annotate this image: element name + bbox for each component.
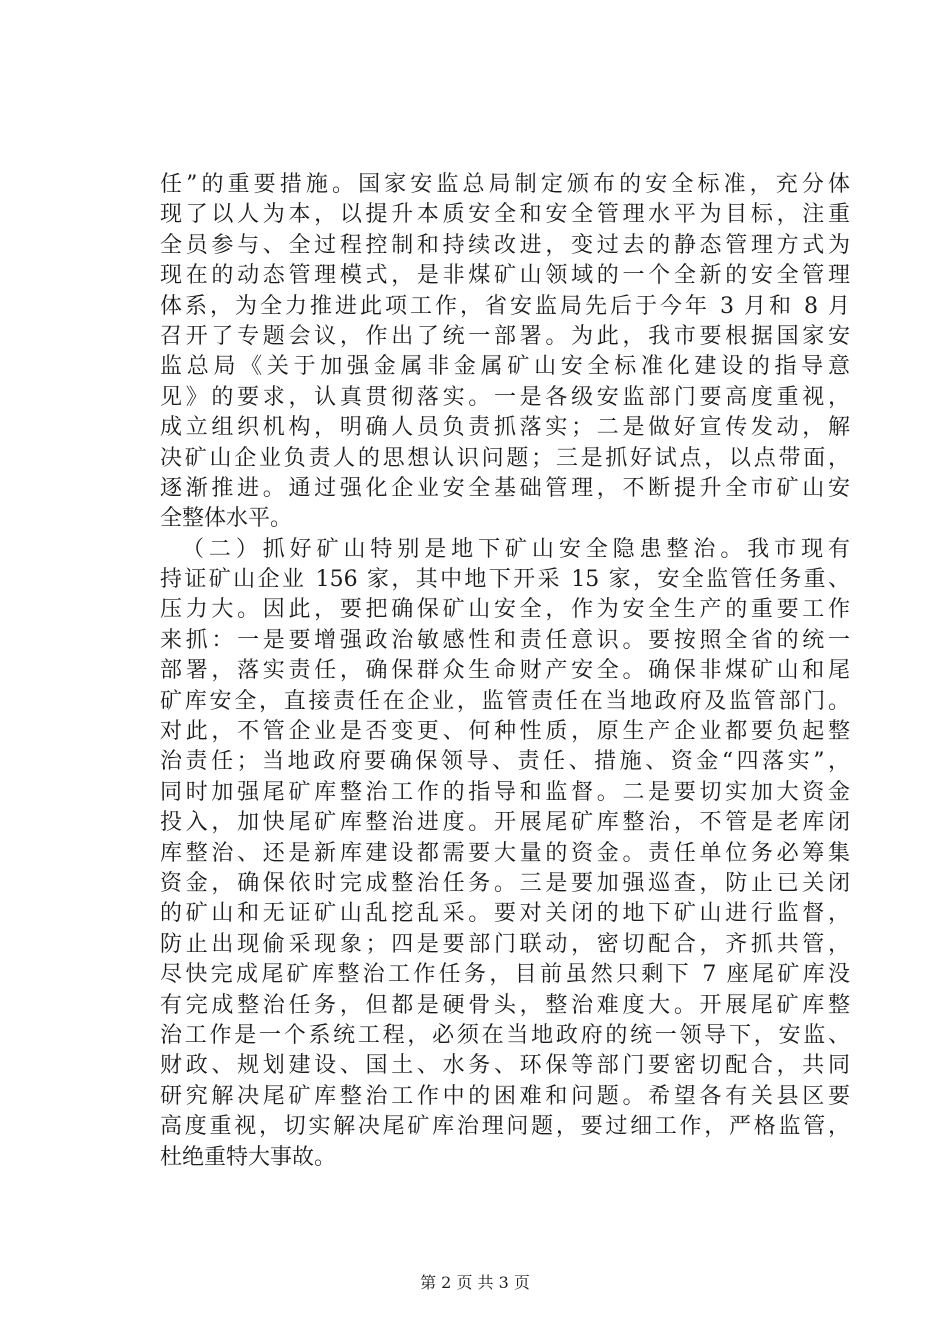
text-line: 财政、规划建设、国土、水务、环保等部门要密切配合，共同 [160,1053,850,1079]
page-number-footer: 第 2 页 共 3 页 [420,1273,530,1292]
text-line: 尽快完成尾矿库整治工作任务，目前虽然只剩下 7 座尾矿库没 [160,962,850,988]
text-line: 治责任；当地政府要确保领导、责任、措施、资金“四落实”， [160,749,850,775]
text-line: 全整体水平。 [160,506,293,532]
text-line: 现了以人为本，以提升本质安全和安全管理水平为目标，注重 [160,202,850,228]
text-line: 的矿山和无证矿山乱挖乱采。要对关闭的地下矿山进行监督， [160,901,850,927]
text-line: 全员参与、全过程控制和持续改进，变过去的静态管理方式为 [160,232,850,258]
text-line: 监总局《关于加强金属非金属矿山安全标准化建设的指导意 [160,354,850,380]
document-body [160,170,850,1173]
text-line: 矿库安全，直接责任在企业，监管责任在当地政府及监管部门。 [160,688,850,714]
paragraph-mine-hazard-rectification [160,535,850,1173]
paragraph-safety-standard [160,170,850,535]
text-line: 部署，落实责任，确保群众生命财产安全。确保非煤矿山和尾 [160,658,850,684]
text-line: 持证矿山企业 156 家，其中地下开采 15 家，安全监管任务重、 [160,567,850,593]
text-line: 同时加强尾矿库整治工作的指导和监督。二是要切实加大资金 [160,779,850,805]
text-line: 杜绝重特大事故。 [160,1144,337,1170]
text-line: （二）抓好矿山特别是地下矿山安全隐患整治。我市现有 [182,536,850,562]
text-line: 决矿山企业负责人的思想认识问题；三是抓好试点，以点带面， [160,445,850,471]
text-line: 来抓：一是要增强政治敏感性和责任意识。要按照全省的统一 [160,627,850,653]
text-line: 防止出现偷采现象；四是要部门联动，密切配合，齐抓共管， [160,931,850,957]
text-line: 有完成整治任务，但都是硬骨头，整治难度大。开展尾矿库整 [160,992,850,1018]
text-line: 压力大。因此，要把确保矿山安全，作为安全生产的重要工作 [160,597,850,623]
text-line: 现在的动态管理模式，是非煤矿山领域的一个全新的安全管理 [160,263,850,289]
text-line: 召开了专题会议，作出了统一部署。为此，我市要根据国家安 [160,323,850,349]
text-line: 见》的要求，认真贯彻落实。一是各级安监部门要高度重视， [160,384,850,410]
text-line: 对此，不管企业是否变更、何种性质，原生产企业都要负起整 [160,719,850,745]
text-line: 体系，为全力推进此项工作，省安监局先后于今年 3 月和 8 月 [160,293,850,319]
text-line: 任”的重要措施。国家安监总局制定颁布的安全标准，充分体 [160,172,850,197]
text-line: 成立组织机构，明确人员负责抓落实；二是做好宣传发动，解 [160,415,850,441]
text-line: 研究解决尾矿库整治工作中的困难和问题。希望各有关县区要 [160,1083,850,1109]
text-line: 逐渐推进。通过强化企业安全基础管理，不断提升全市矿山安 [160,475,850,501]
text-line: 资金，确保依时完成整治任务。三是要加强巡查，防止已关闭 [160,870,850,896]
text-line: 投入，加快尾矿库整治进度。开展尾矿库整治，不管是老库闭 [160,810,850,836]
text-line: 库整治、还是新库建设都需要大量的资金。责任单位务必筹集 [160,840,850,866]
text-line: 治工作是一个系统工程，必须在当地政府的统一领导下，安监、 [160,1022,850,1048]
text-line: 高度重视，切实解决尾矿库治理问题，要过细工作，严格监管， [160,1114,850,1140]
